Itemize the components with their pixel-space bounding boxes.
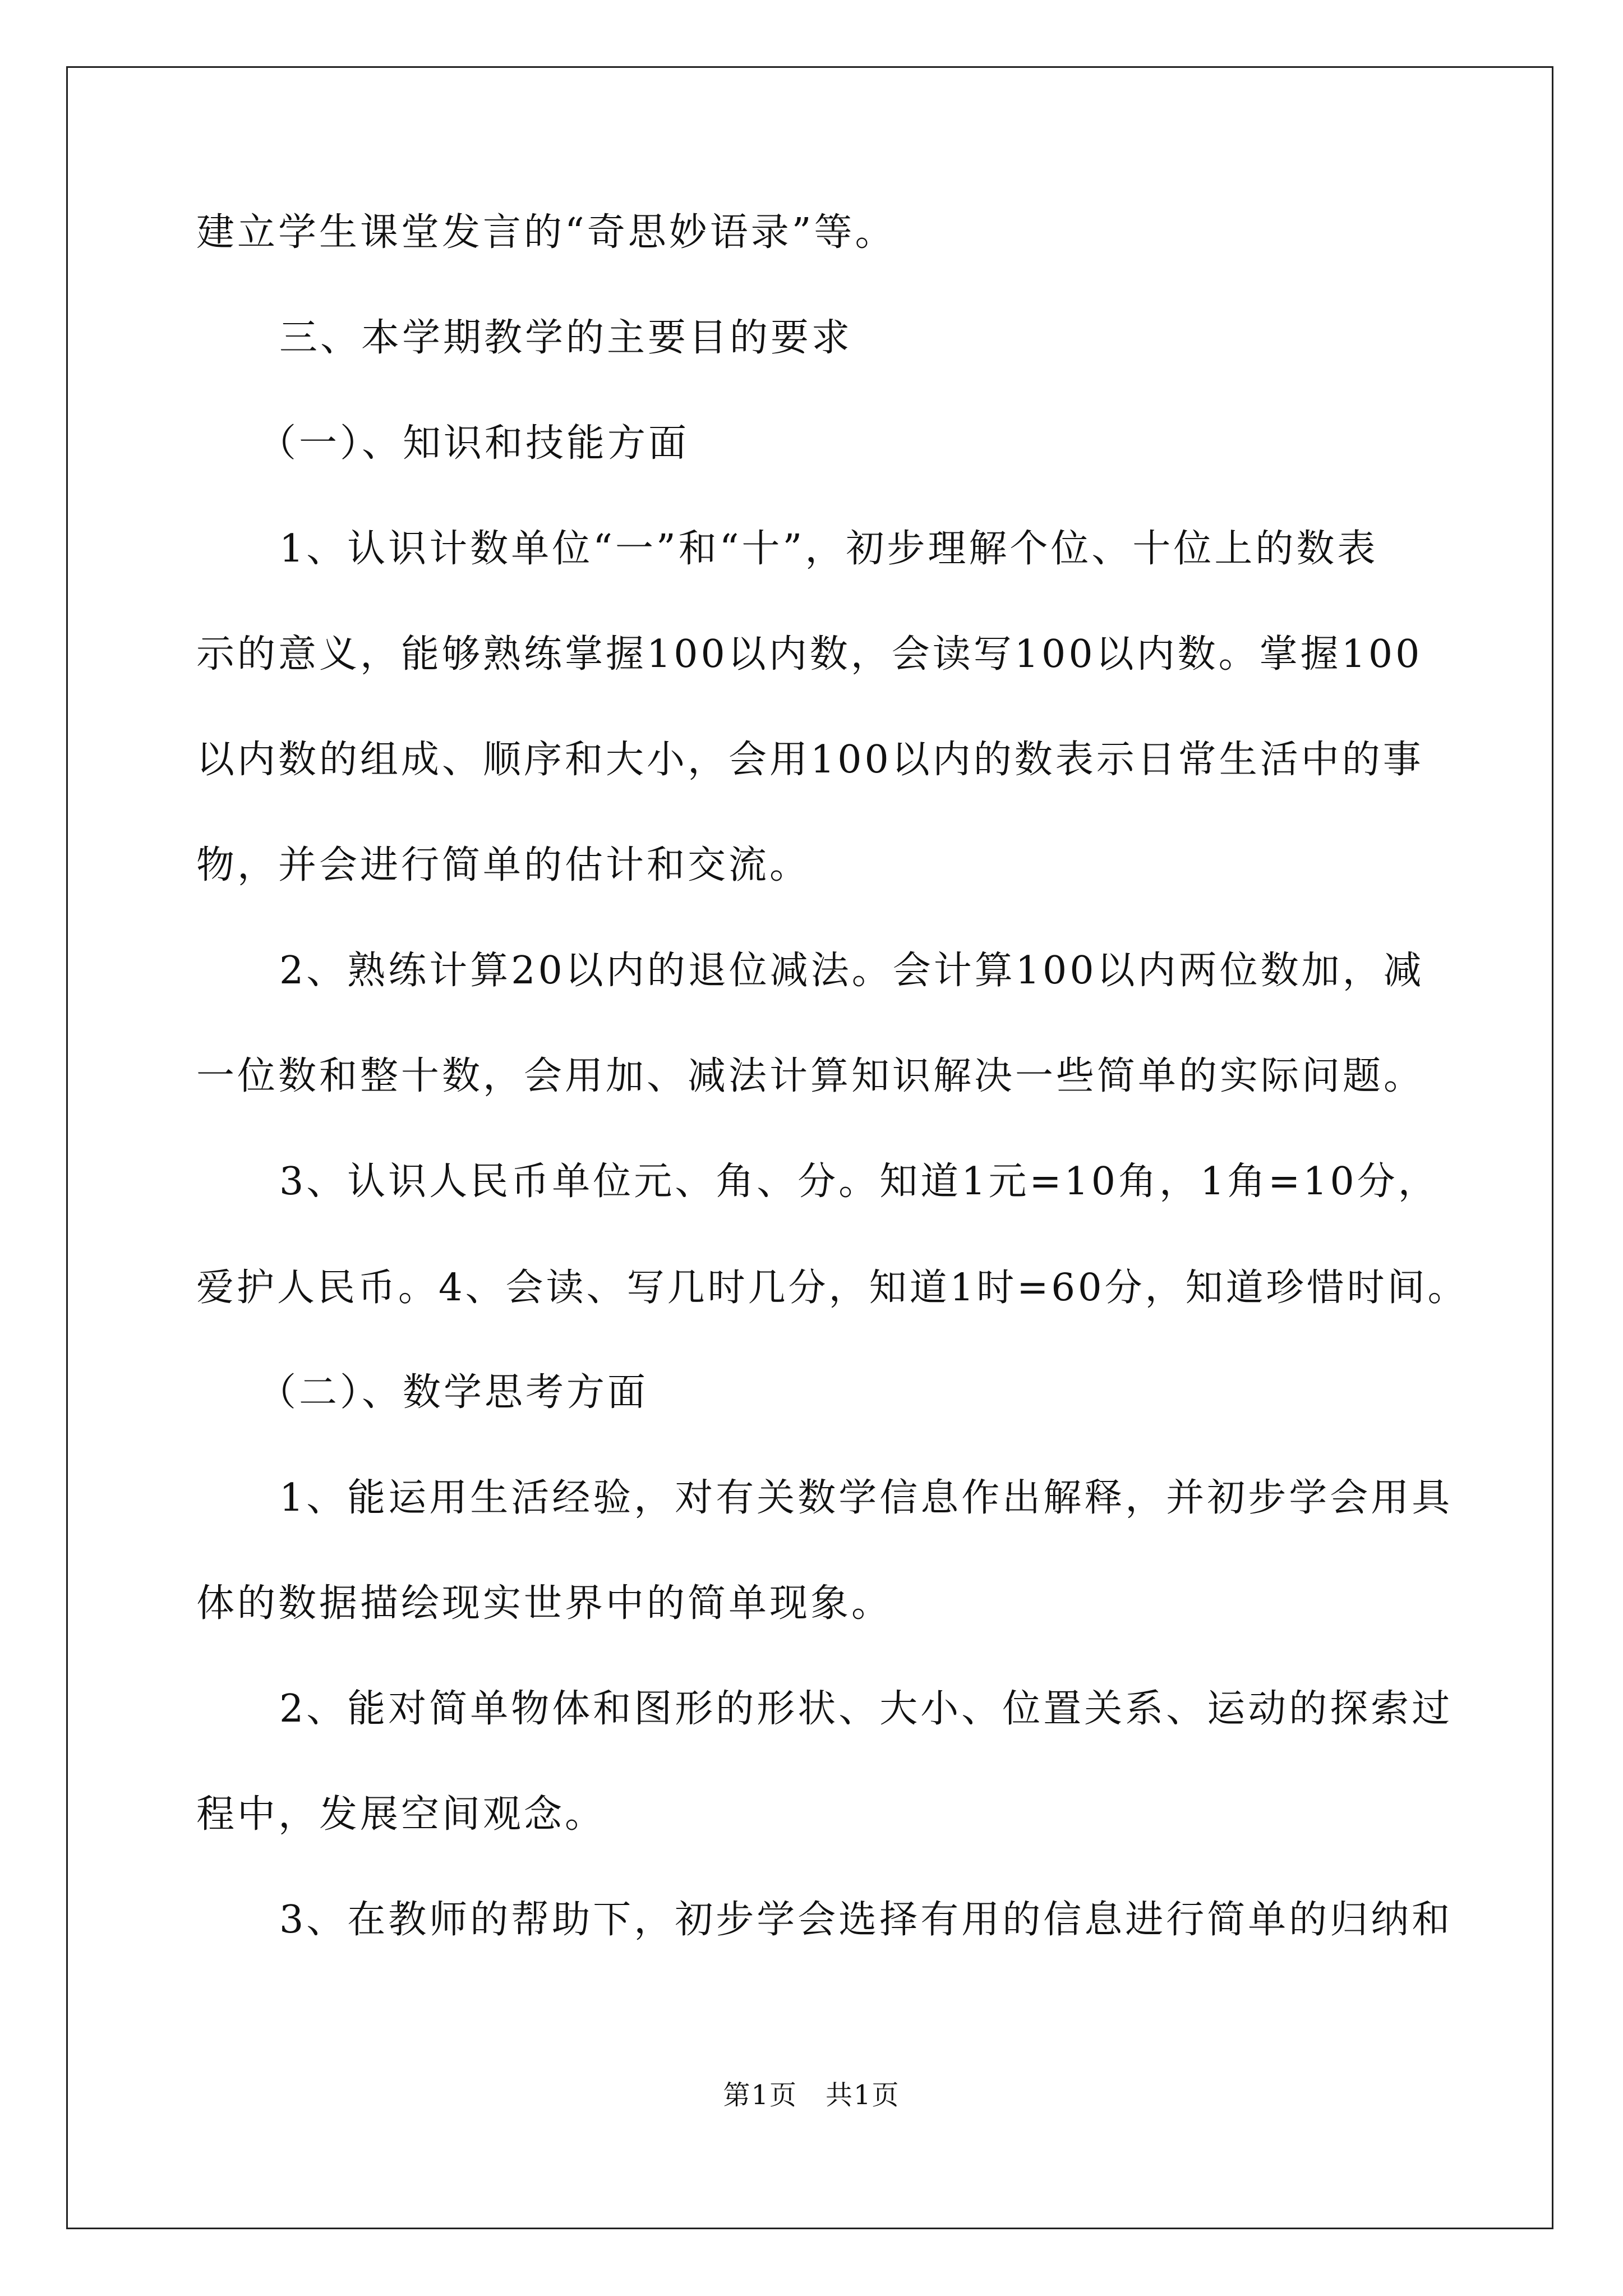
text-line: 3、在教师的帮助下，初步学会选择有用的信息进行简单的归纳和: [279, 1898, 1453, 1942]
text-line: 爱护人民币。4、会读、写几时几分，知道1时=60分，知道珍惜时间。: [196, 1266, 1468, 1309]
text-line: 2、熟练计算20以内的退位减法。会计算100以内两位数加，减: [279, 949, 1424, 993]
text-line: 以内数的组成、顺序和大小，会用100以内的数表示日常生活中的事: [196, 738, 1424, 782]
text-line: 物，并会进行简单的估计和交流。: [196, 843, 811, 887]
text-line: 示的意义，能够熟练掌握100以内数，会读写100以内数。掌握100: [196, 632, 1423, 677]
text-line: 体的数据描绘现实世界中的简单现象。: [196, 1581, 893, 1626]
text-line: 1、能运用生活经验，对有关数学信息作出解释，并初步学会用具: [279, 1476, 1453, 1520]
subsection-heading: （二）、数学思考方面: [258, 1370, 649, 1415]
text-line: 1、认识计数单位“一”和“十”，初步理解个位、十位上的数表: [279, 527, 1378, 571]
text-line: 一位数和整十数，会用加、减法计算知识解决一些简单的实际问题。: [196, 1054, 1425, 1098]
section-heading: 三、本学期教学的主要目的要求: [279, 316, 853, 360]
subsection-heading: （一）、知识和技能方面: [258, 421, 690, 466]
text-line: 3、认识人民币单位元、角、分。知道1元=10角，1角=10分，: [279, 1159, 1439, 1204]
text-line: 程中，发展空间观念。: [196, 1792, 606, 1837]
text-line: 2、能对简单物体和图形的形状、大小、位置关系、运动的探索过: [279, 1687, 1453, 1731]
text-line: 建立学生课堂发言的“奇思妙语录”等。: [196, 210, 896, 255]
page-footer: 第1页 共1页: [723, 2079, 900, 2111]
